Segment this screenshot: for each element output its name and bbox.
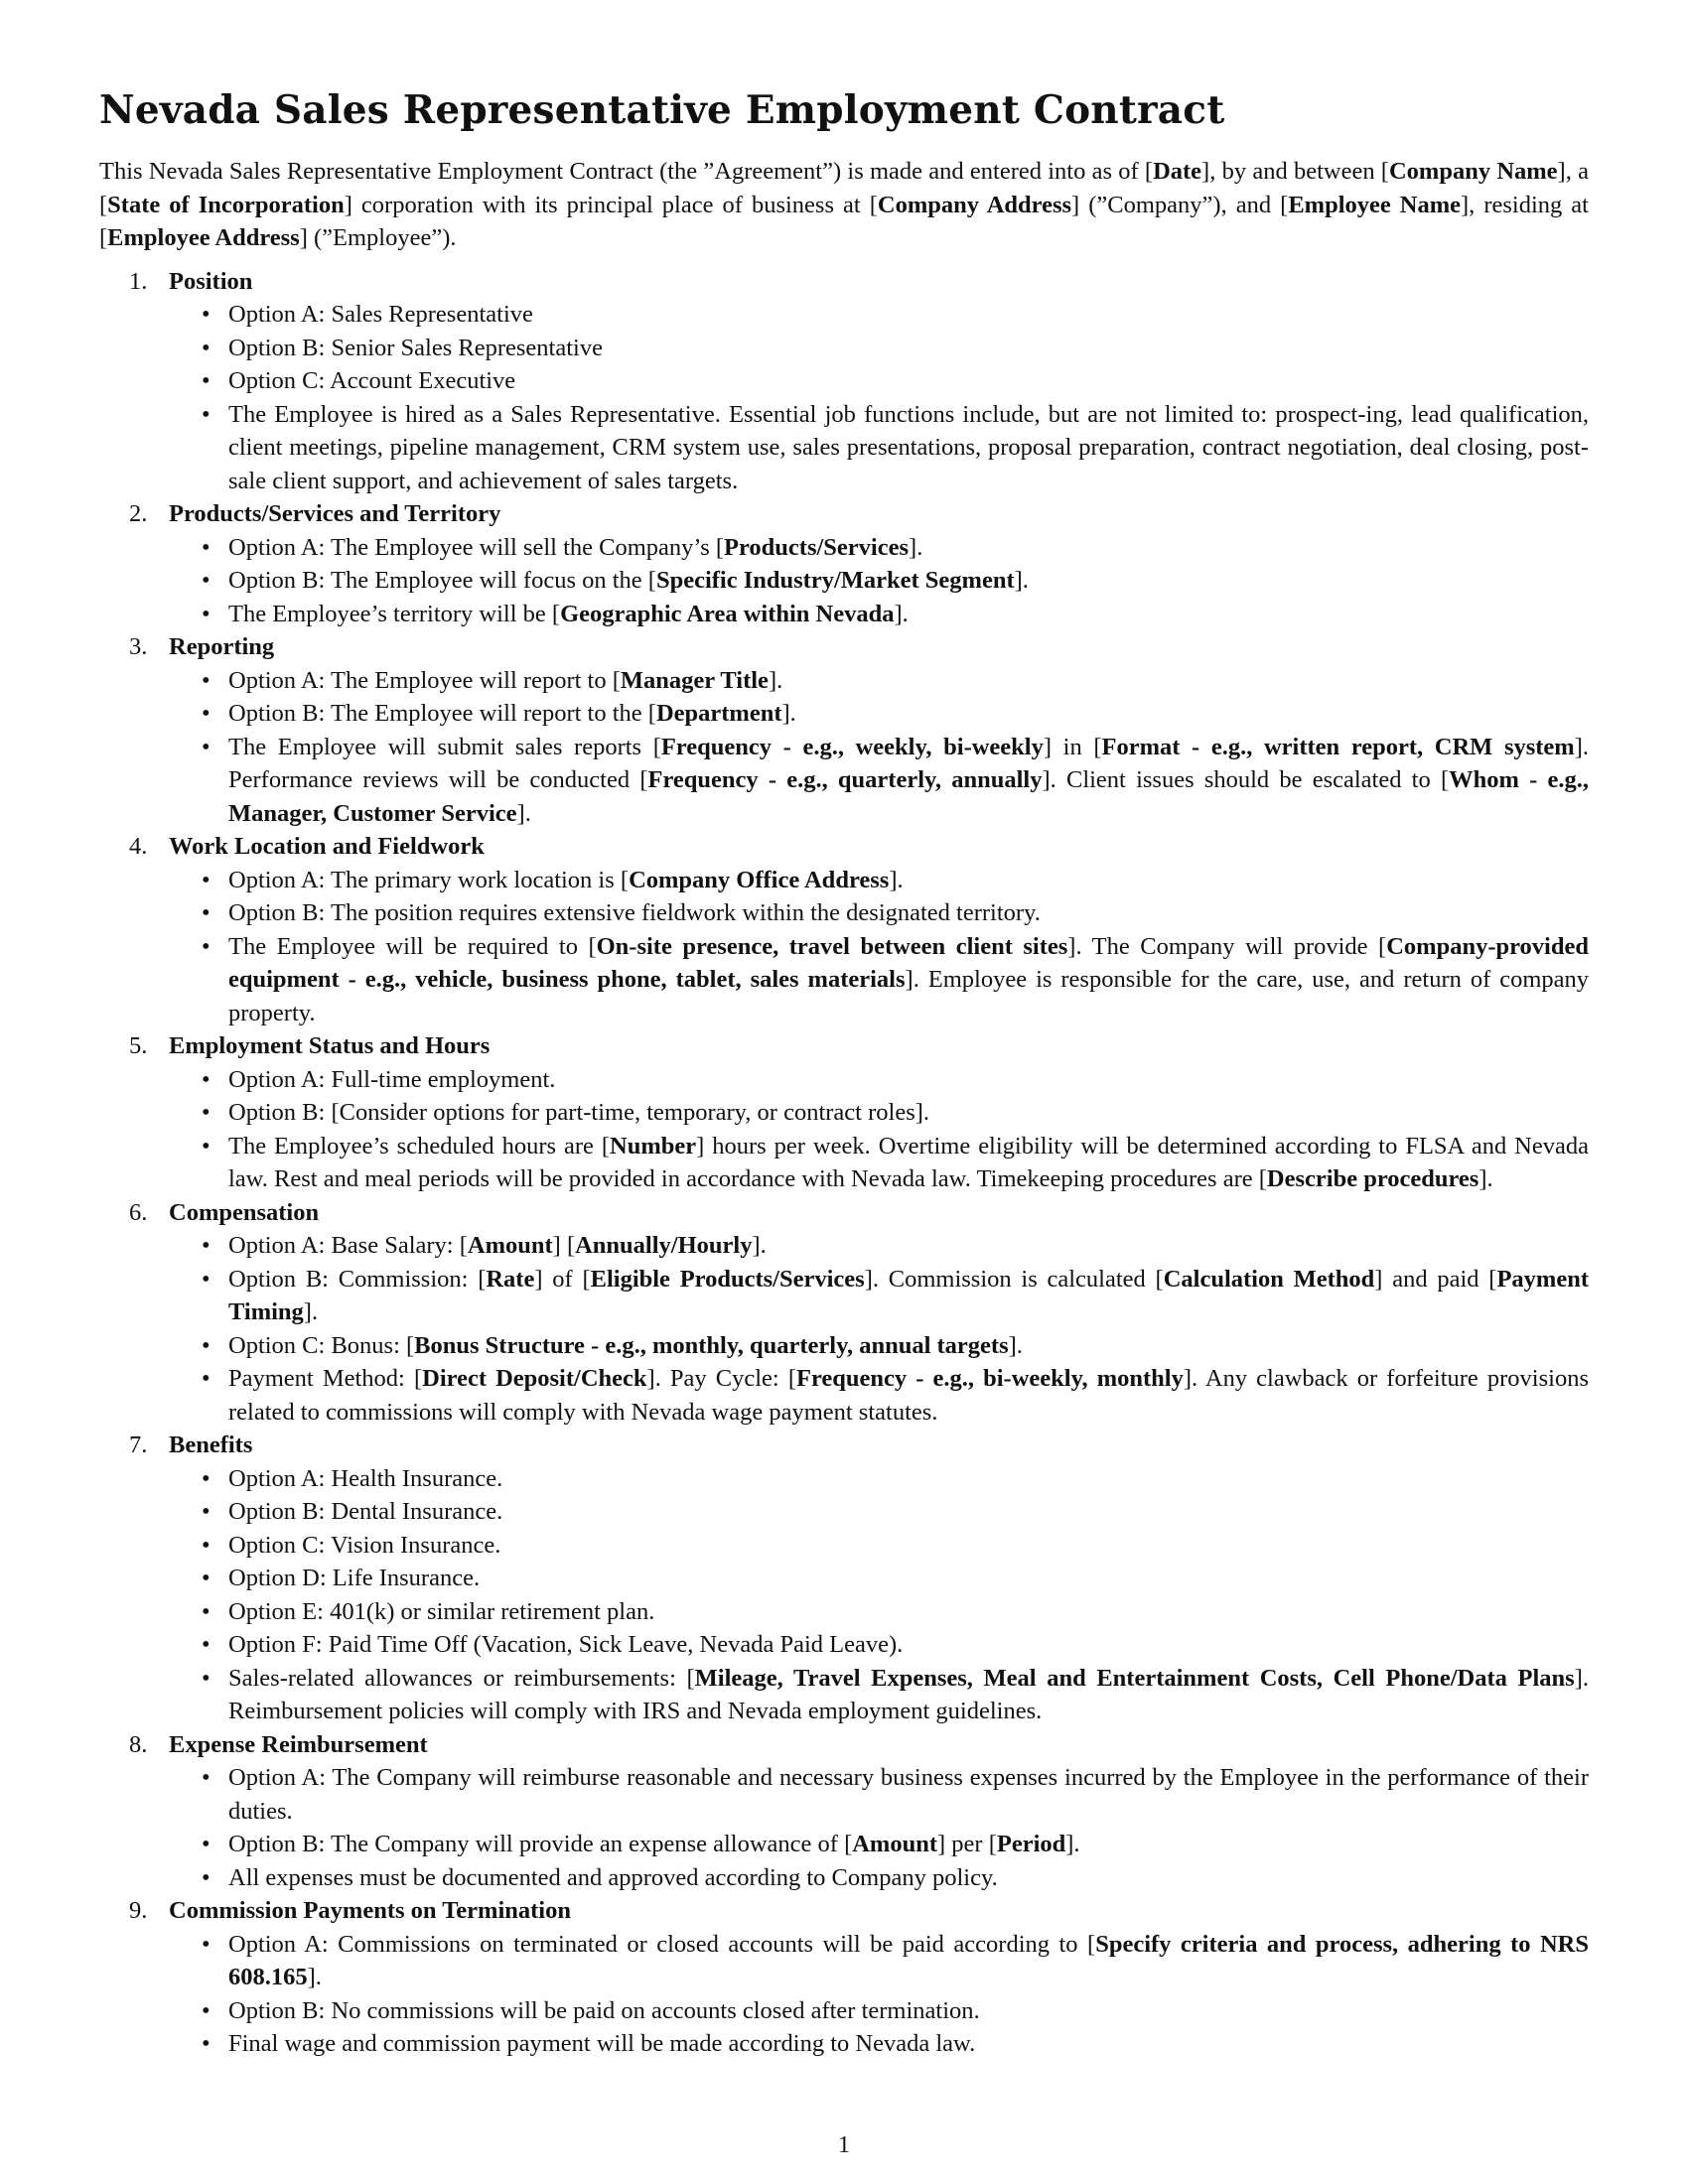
placeholder-field: On-site presence, travel between client sites xyxy=(596,932,1068,960)
list-item: • Option A: Health Insurance. xyxy=(228,1462,1589,1496)
list-item: • All expenses must be documented and approved according to Company policy. xyxy=(228,1861,1589,1895)
placeholder-field: Employee Name xyxy=(1288,191,1462,218)
intro-paragraph: This Nevada Sales Representative Employment Contract (the ”Agreement”) is made and entered into as of [Date], by and between [Company Name], a [State of Incorporation] corporation with its principal place of business at [Company Address] (”Company”), and [Employee Name], residing at [Employee Address] (”Employee”). xyxy=(99,158,1589,251)
bullet-icon: • xyxy=(202,1597,211,1625)
bullet-icon: • xyxy=(202,301,211,328)
list-item: • Final wage and commission payment will be made according to Nevada law. xyxy=(228,2027,1589,2061)
section-number: 4. xyxy=(129,833,148,860)
placeholder-field: Frequency - e.g., quarterly, annually xyxy=(647,766,1043,793)
section-title: Expense Reimbursement xyxy=(169,1730,428,1758)
section-1 xyxy=(129,265,1589,498)
bullet-icon: • xyxy=(202,1930,211,1958)
section-number: 2. xyxy=(129,500,148,527)
bullet-icon: • xyxy=(202,1831,211,1857)
section-items xyxy=(169,1761,1589,1894)
bullet-icon: • xyxy=(202,2030,211,2057)
list-item: • Option B: The Employee will focus on the [Specific Industry/Market Segment]. xyxy=(228,564,1589,598)
list-item: • Option A: The Employee will sell the Company’s [Products/Services]. xyxy=(228,531,1589,565)
bullet-icon: • xyxy=(202,700,211,727)
list-item: • Option B: The Company will provide an expense allowance of [Amount] per [Period]. xyxy=(228,1828,1589,1861)
list-item: • Option A: The Employee will report to [Manager Title]. xyxy=(228,664,1589,698)
placeholder-field: Whom - e.g., Manager, Customer Service xyxy=(228,766,1589,827)
placeholder-field: Department xyxy=(655,700,782,727)
bullet-icon: • xyxy=(202,1531,211,1559)
section-items xyxy=(169,531,1589,631)
placeholder-field: Annually/Hourly xyxy=(575,1232,753,1259)
section-2 xyxy=(129,497,1589,630)
placeholder-field: Company Office Address xyxy=(629,866,890,893)
list-item: • Option B: The position requires extensive fieldwork within the designated territory. xyxy=(228,896,1589,930)
placeholder-field: Calculation Method xyxy=(1163,1265,1375,1293)
document-page xyxy=(99,87,1589,2061)
bullet-icon: • xyxy=(202,1764,211,1791)
placeholder-field: Rate xyxy=(486,1265,535,1293)
section-number: 1. xyxy=(129,267,148,295)
section-title: Commission Payments on Termination xyxy=(169,1897,571,1924)
bullet-icon: • xyxy=(202,1331,211,1359)
bullet-icon: • xyxy=(202,733,211,760)
list-item: • Option A: Commissions on terminated or closed accounts will be paid according to [Specify criteria and process, adhering to NRS 608.165]. xyxy=(228,1928,1589,1994)
section-title: Position xyxy=(169,267,253,295)
section-7 xyxy=(129,1429,1589,1728)
list-item: • The Employee is hired as a Sales Representative. Essential job functions include, but are not limited to: prospect-ing, lead qualification, client meetings, pipeline management, CRM system use, sales presentations, proposal preparation, contract negotiation, deal closing, post-sale client support, and achievement of sales targets. xyxy=(228,398,1589,498)
bullet-icon: • xyxy=(202,400,211,428)
section-title: Reporting xyxy=(169,633,275,660)
list-item: • The Employee’s scheduled hours are [Number] hours per week. Overtime eligibility will be determined according to FLSA and Nevada law. Rest and meal periods will be provided in accordance with Nevada law. Timekeeping procedures are [Describe procedures]. xyxy=(228,1130,1589,1196)
bullet-icon: • xyxy=(202,600,211,627)
list-item: • Option B: Dental Insurance. xyxy=(228,1495,1589,1529)
list-item: • The Employee will submit sales reports [Frequency - e.g., weekly, bi-weekly] in [Format - e.g., written report, CRM system]. Performance reviews will be conducted [Frequency - e.g., quarterly, annually]. Client issues should be escalated to [Whom - e.g., Manager, Customer Service]. xyxy=(228,731,1589,831)
placeholder-field: Company Address xyxy=(877,191,1072,218)
placeholder-field: Period xyxy=(996,1831,1066,1857)
placeholder-field: Frequency - e.g., bi-weekly, monthly xyxy=(796,1365,1184,1392)
placeholder-field: Describe procedures xyxy=(1266,1165,1479,1192)
placeholder-field: Number xyxy=(610,1132,697,1160)
section-list xyxy=(99,265,1589,2061)
bullet-icon: • xyxy=(202,533,211,561)
list-item: • Option A: The primary work location is [Company Office Address]. xyxy=(228,864,1589,897)
placeholder-field: Specify criteria and process, adhering to NRS 608.165 xyxy=(228,1930,1590,1990)
section-3 xyxy=(129,630,1590,830)
bullet-icon: • xyxy=(202,1664,211,1692)
placeholder-field: State of Incorporation xyxy=(107,191,345,218)
bullet-icon: • xyxy=(202,1565,211,1591)
placeholder-field: Amount xyxy=(467,1232,553,1259)
placeholder-field: Products/Services xyxy=(724,533,910,561)
section-title: Work Location and Fieldwork xyxy=(169,833,485,860)
section-items xyxy=(169,298,1589,497)
document-title: Nevada Sales Representative Employment Contract xyxy=(99,87,1225,133)
placeholder-field: Geographic Area within Nevada xyxy=(560,600,895,627)
placeholder-field: Specific Industry/Market Segment xyxy=(655,567,1015,594)
section-number: 7. xyxy=(129,1432,148,1458)
list-item: • Option A: Sales Representative xyxy=(228,298,1589,332)
section-number: 5. xyxy=(129,1032,148,1059)
list-item: • Option B: Commission: [Rate] of [Eligible Products/Services]. Commission is calculated [Calculation Method] and paid [Payment Timing]. xyxy=(228,1263,1589,1329)
placeholder-field: Date xyxy=(1153,158,1202,185)
section-9 xyxy=(129,1894,1590,2061)
list-item: • Option D: Life Insurance. xyxy=(228,1562,1589,1595)
placeholder-field: Frequency - e.g., weekly, bi-weekly xyxy=(660,733,1044,760)
bullet-icon: • xyxy=(202,1132,211,1160)
bullet-icon: • xyxy=(202,1863,211,1891)
list-item: • Option A: The Company will reimburse reasonable and necessary business expenses incurred by the Employee in the performance of their duties. xyxy=(228,1761,1589,1828)
section-title: Employment Status and Hours xyxy=(169,1032,491,1059)
page-number: 1 xyxy=(838,2132,850,2158)
placeholder-field: Amount xyxy=(852,1831,937,1857)
list-item: • Sales-related allowances or reimbursements: [Mileage, Travel Expenses, Meal and Entertainment Costs, Cell Phone/Data Plans]. Reimbursement policies will comply with IRS and Nevada employment guidelines. xyxy=(228,1662,1589,1728)
section-5 xyxy=(129,1029,1589,1196)
placeholder-field: Company Name xyxy=(1388,158,1558,185)
list-item: • Option E: 401(k) or similar retirement plan. xyxy=(228,1595,1589,1629)
section-6 xyxy=(129,1196,1590,1430)
list-item: • Option A: Base Salary: [Amount] [Annually/Hourly]. xyxy=(228,1229,1589,1263)
section-title: Products/Services and Territory xyxy=(169,500,501,527)
section-items xyxy=(169,1928,1589,2061)
list-item: • Option B: [Consider options for part-time, temporary, or contract roles]. xyxy=(228,1096,1589,1130)
section-items xyxy=(169,864,1589,1030)
section-number: 6. xyxy=(129,1198,148,1226)
placeholder-field: Manager Title xyxy=(620,666,769,694)
list-item: • Option C: Bonus: [Bonus Structure - e.g., monthly, quarterly, annual targets]. xyxy=(228,1329,1589,1363)
bullet-icon: • xyxy=(202,1232,211,1259)
list-item: • Option C: Vision Insurance. xyxy=(228,1529,1589,1563)
list-item: • The Employee’s territory will be [Geographic Area within Nevada]. xyxy=(228,598,1589,631)
bullet-icon: • xyxy=(202,1631,211,1658)
bullet-icon: • xyxy=(202,866,211,893)
bullet-icon: • xyxy=(202,1996,211,2024)
bullet-icon: • xyxy=(202,1498,211,1525)
bullet-icon: • xyxy=(202,367,211,394)
bullet-icon: • xyxy=(202,899,211,926)
section-items xyxy=(169,1462,1589,1728)
bullet-icon: • xyxy=(202,567,211,594)
section-number: 9. xyxy=(129,1897,148,1924)
section-title: Compensation xyxy=(169,1198,320,1226)
placeholder-field: Bonus Structure - e.g., monthly, quarterly, annual targets xyxy=(414,1331,1009,1359)
placeholder-field: Payment Timing xyxy=(228,1265,1590,1325)
bullet-icon: • xyxy=(202,1265,211,1293)
list-item: • Payment Method: [Direct Deposit/Check]. Pay Cycle: [Frequency - e.g., bi-weekly, monthly]. Any clawback or forfeiture provisions related to commissions will comply with Nevada wage payment statutes. xyxy=(228,1362,1589,1429)
bullet-icon: • xyxy=(202,932,211,960)
list-item: • Option A: Full-time employment. xyxy=(228,1063,1589,1097)
section-number: 8. xyxy=(129,1730,148,1758)
list-item: • The Employee will be required to [On-site presence, travel between client sites]. The Company will provide [Company-provided equipment - e.g., vehicle, business phone, tablet, sales materials]. Employee is responsible for the care, use, and return of company property. xyxy=(228,930,1589,1030)
bullet-icon: • xyxy=(202,1464,211,1492)
bullet-icon: • xyxy=(202,666,211,694)
placeholder-field: Employee Address xyxy=(107,224,300,251)
placeholder-field: Format - e.g., written report, CRM system xyxy=(1101,733,1575,760)
bullet-icon: • xyxy=(202,1065,211,1093)
placeholder-field: Mileage, Travel Expenses, Meal and Entertainment Costs, Cell Phone/Data Plans xyxy=(694,1664,1575,1692)
bullet-icon: • xyxy=(202,1365,211,1392)
section-items xyxy=(169,1229,1589,1429)
section-items xyxy=(169,664,1589,831)
bullet-icon: • xyxy=(202,334,211,361)
list-item: • Option B: Senior Sales Representative xyxy=(228,332,1589,365)
list-item: • Option B: The Employee will report to the [Department]. xyxy=(228,697,1589,731)
list-item: • Option F: Paid Time Off (Vacation, Sick Leave, Nevada Paid Leave). xyxy=(228,1628,1589,1662)
section-number: 3. xyxy=(129,633,148,660)
section-4 xyxy=(129,830,1589,1029)
placeholder-field: Company-provided equipment - e.g., vehicle, business phone, tablet, sales materials xyxy=(228,932,1589,993)
section-items xyxy=(169,1063,1589,1196)
placeholder-field: Eligible Products/Services xyxy=(590,1265,865,1293)
list-item: • Option B: No commissions will be paid on accounts closed after termination. xyxy=(228,1994,1589,2028)
placeholder-field: Direct Deposit/Check xyxy=(422,1365,647,1392)
list-item: • Option C: Account Executive xyxy=(228,364,1589,398)
bullet-icon: • xyxy=(202,1099,211,1126)
section-8 xyxy=(129,1728,1589,1895)
section-title: Benefits xyxy=(169,1432,253,1458)
